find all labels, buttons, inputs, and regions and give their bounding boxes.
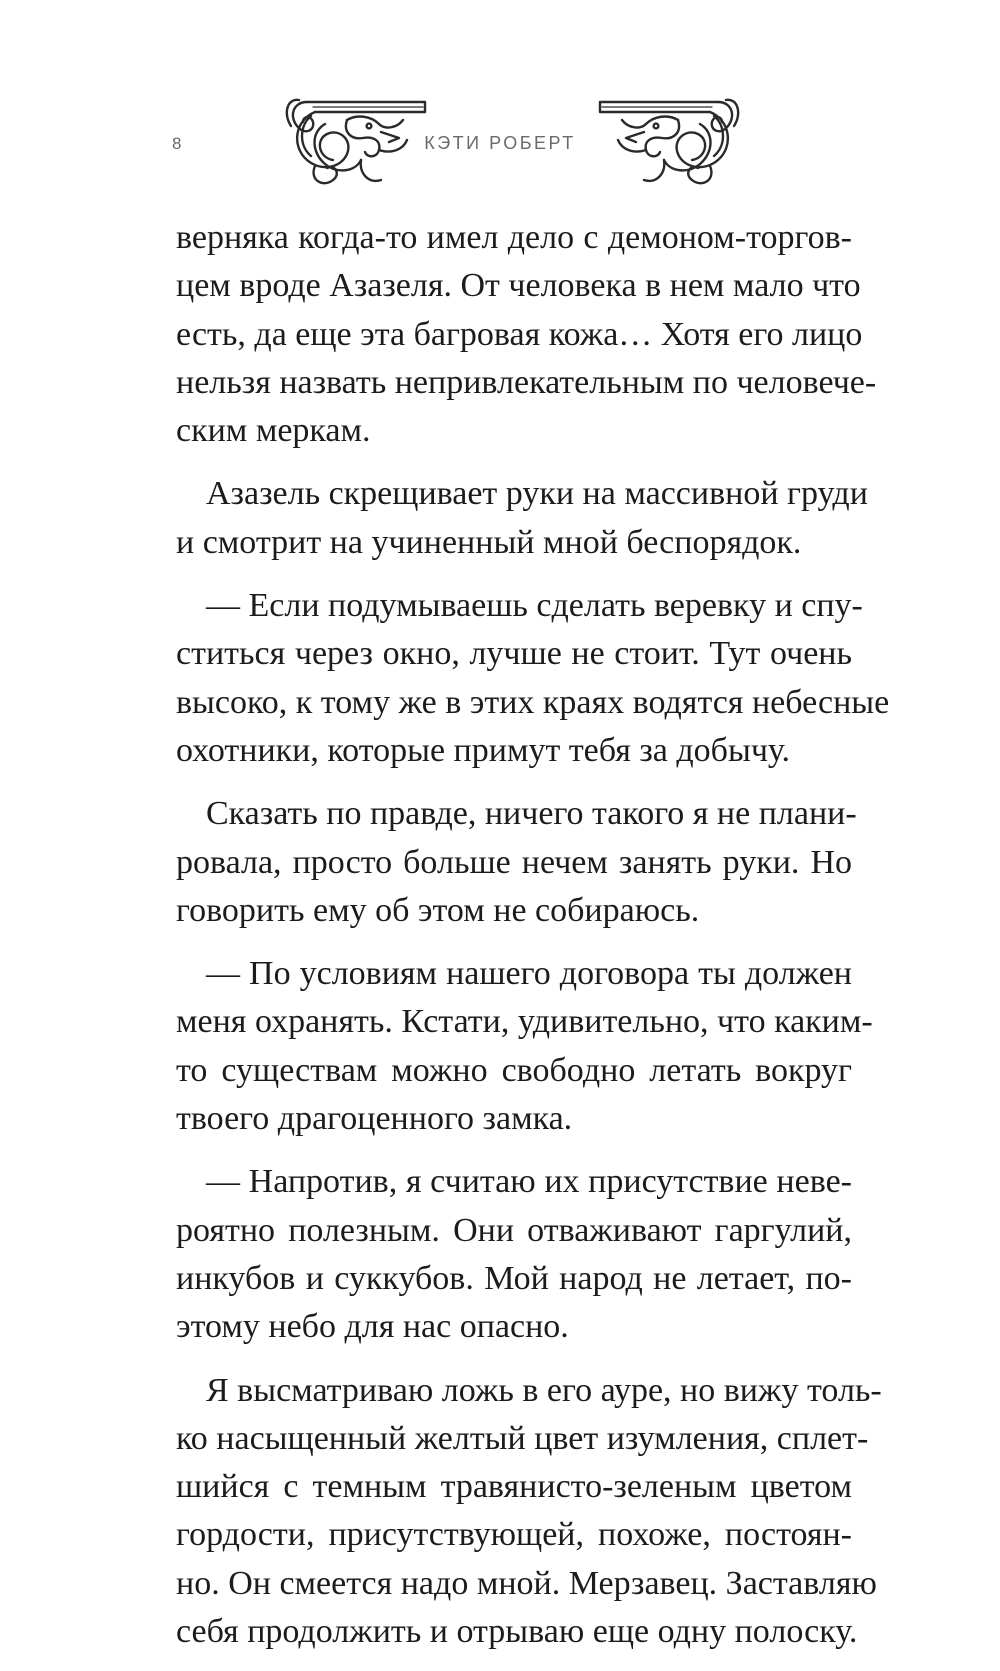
running-title: КЭТИ РОБЕРТ (424, 133, 576, 153)
text-line: ровала, просто больше нечем занять руки. Но (176, 843, 852, 881)
text-line: охотники, которые примут тебя за добычу. (176, 731, 791, 769)
body-text (176, 214, 890, 1671)
paragraph (176, 790, 857, 935)
text-line: и смотрит на учиненный мной беспорядок. (176, 523, 802, 561)
celtic-dragon-ornament-icon (590, 80, 740, 190)
text-line: меня охранять. Кстати, удивительно, что каким- (176, 1003, 873, 1041)
text-line: говорить ему об этом не собираюсь. (176, 891, 700, 929)
text-line: Я высматриваю ложь в его ауре, но вижу толь- (206, 1371, 882, 1409)
paragraph (176, 214, 877, 455)
text-line: Азазель скрещивает руки на массивной груди (206, 475, 868, 513)
page-number: 8 (172, 134, 183, 153)
text-line: инкубов и суккубов. Мой народ не летает, по- (176, 1259, 852, 1297)
text-line: этому небо для нас опасно. (176, 1308, 569, 1346)
text-line: — Если подумываешь сделать веревку и спу- (206, 587, 863, 625)
page-header (0, 70, 1000, 200)
paragraph (176, 950, 873, 1143)
text-line: Сказать по правде, ничего такого я не плани- (206, 795, 857, 833)
paragraph (176, 470, 868, 567)
text-line: нельзя назвать непривлекательным по человече- (176, 363, 877, 401)
text-line: ским меркам. (176, 412, 371, 450)
paragraph (176, 1367, 882, 1657)
text-line: роятно полезным. Они отваживают гаргулий, (176, 1211, 852, 1249)
text-line: шийся с темным травянисто-зеленым цветом (176, 1468, 852, 1506)
text-line: — Напротив, я считаю их присутствие неве- (206, 1163, 852, 1201)
text-line: гордости, присутствующей, похоже, постоян- (176, 1516, 852, 1554)
text-line: ститься через окно, лучше не стоит. Тут очень (176, 635, 852, 673)
paragraph (176, 1158, 852, 1351)
text-line: то существам можно свободно летать вокруг (176, 1051, 852, 1089)
text-line: высоко, к тому же в этих краях водятся небесные (176, 683, 890, 721)
text-line: ко насыщенный желтый цвет изумления, сплет- (176, 1419, 869, 1457)
text-line: но. Он смеется надо мной. Мерзавец. Заставляю (176, 1564, 877, 1602)
text-line: верняка когда-то имел дело с демоном-торгов- (176, 219, 852, 256)
text-line: твоего драгоценного замка. (176, 1100, 573, 1138)
paragraph (176, 582, 890, 775)
text-line: есть, да еще эта багровая кожа… Хотя его лицо (176, 315, 863, 353)
text-line: — По условиям нашего договора ты должен (206, 955, 852, 993)
text-line: себя продолжить и отрываю еще одну полоску. (176, 1613, 858, 1651)
text-line: цем вроде Азазеля. От человека в нем мало что (176, 267, 861, 305)
